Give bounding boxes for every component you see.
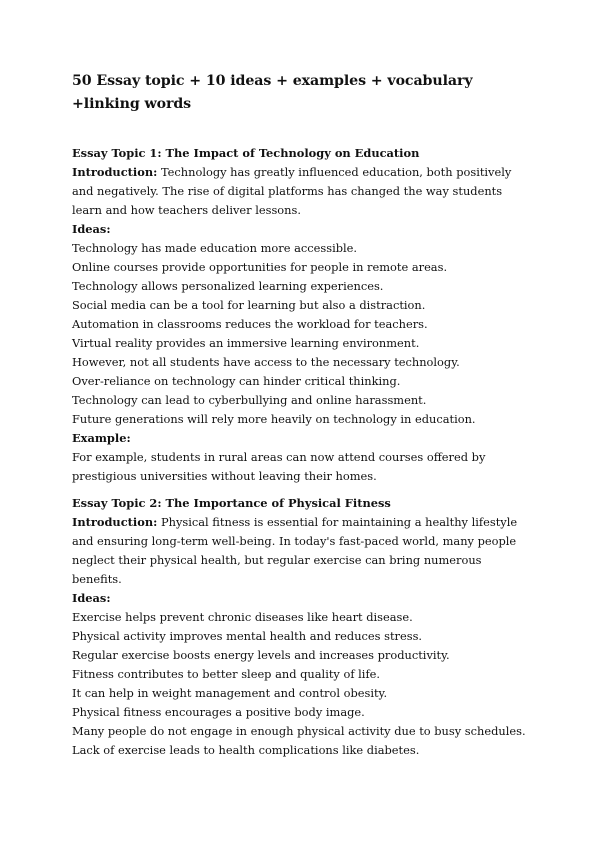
idea-item: It can help in weight management and control obesity. — [72, 686, 388, 700]
ideas-list — [72, 608, 532, 760]
idea-item: Fitness contributes to better sleep and quality of life. — [72, 667, 381, 681]
idea-item: Virtual reality provides an immersive learning environment. — [72, 336, 420, 350]
example-label: Example: — [72, 431, 131, 445]
document-title: 50 Essay topic + 10 ideas + examples + vocabulary +linking words — [72, 73, 473, 112]
introduction-label: Introduction: — [72, 515, 158, 529]
idea-item: Exercise helps prevent chronic diseases like heart disease. — [72, 610, 413, 624]
idea-item: Technology allows personalized learning experiences. — [72, 279, 384, 293]
introduction-label: Introduction: — [72, 165, 158, 179]
idea-item: Social media can be a tool for learning but also a distraction. — [72, 298, 426, 312]
idea-item: Physical activity improves mental health and reduces stress. — [72, 629, 423, 643]
ideas-label: Ideas: — [72, 222, 111, 236]
topic-heading: Essay Topic 1: The Impact of Technology on Education — [72, 146, 420, 160]
idea-item: Automation in classrooms reduces the workload for teachers. — [72, 317, 428, 331]
topic-heading: Essay Topic 2: The Importance of Physical Fitness — [72, 496, 391, 510]
ideas-list — [72, 239, 532, 429]
introduction-text: Physical fitness is essential for maintaining a healthy lifestyle and ensuring long-term well-being. In today's fast-paced world, many people neglect their physical health, but regular exercise can bring numerous benefits. — [72, 515, 518, 586]
idea-item: Technology has made education more accessible. — [72, 241, 358, 255]
essay-topic-2 — [72, 494, 532, 760]
idea-item: Over-reliance on technology can hinder critical thinking. — [72, 374, 401, 388]
idea-item: Physical fitness encourages a positive body image. — [72, 705, 365, 719]
example-text: For example, students in rural areas can now attend courses offered by prestigious universities without leaving their homes. — [72, 450, 486, 483]
idea-item: However, not all students have access to the necessary technology. — [72, 355, 460, 369]
idea-item: Online courses provide opportunities for people in remote areas. — [72, 260, 448, 274]
document-page — [72, 70, 532, 760]
idea-item: Many people do not engage in enough physical activity due to busy schedules. — [72, 724, 526, 738]
idea-item: Lack of exercise leads to health complications like diabetes. — [72, 743, 420, 757]
introduction-paragraph — [72, 513, 532, 589]
introduction-text: Technology has greatly influenced education, both positively and negatively. The rise of digital platforms has changed the way students learn and how teachers deliver lessons. — [72, 165, 512, 217]
idea-item: Technology can lead to cyberbullying and online harassment. — [72, 393, 427, 407]
essay-topic-1 — [72, 144, 532, 486]
idea-item: Regular exercise boosts energy levels and increases productivity. — [72, 648, 450, 662]
idea-item: Future generations will rely more heavily on technology in education. — [72, 412, 476, 426]
introduction-paragraph — [72, 163, 532, 220]
ideas-label: Ideas: — [72, 591, 111, 605]
